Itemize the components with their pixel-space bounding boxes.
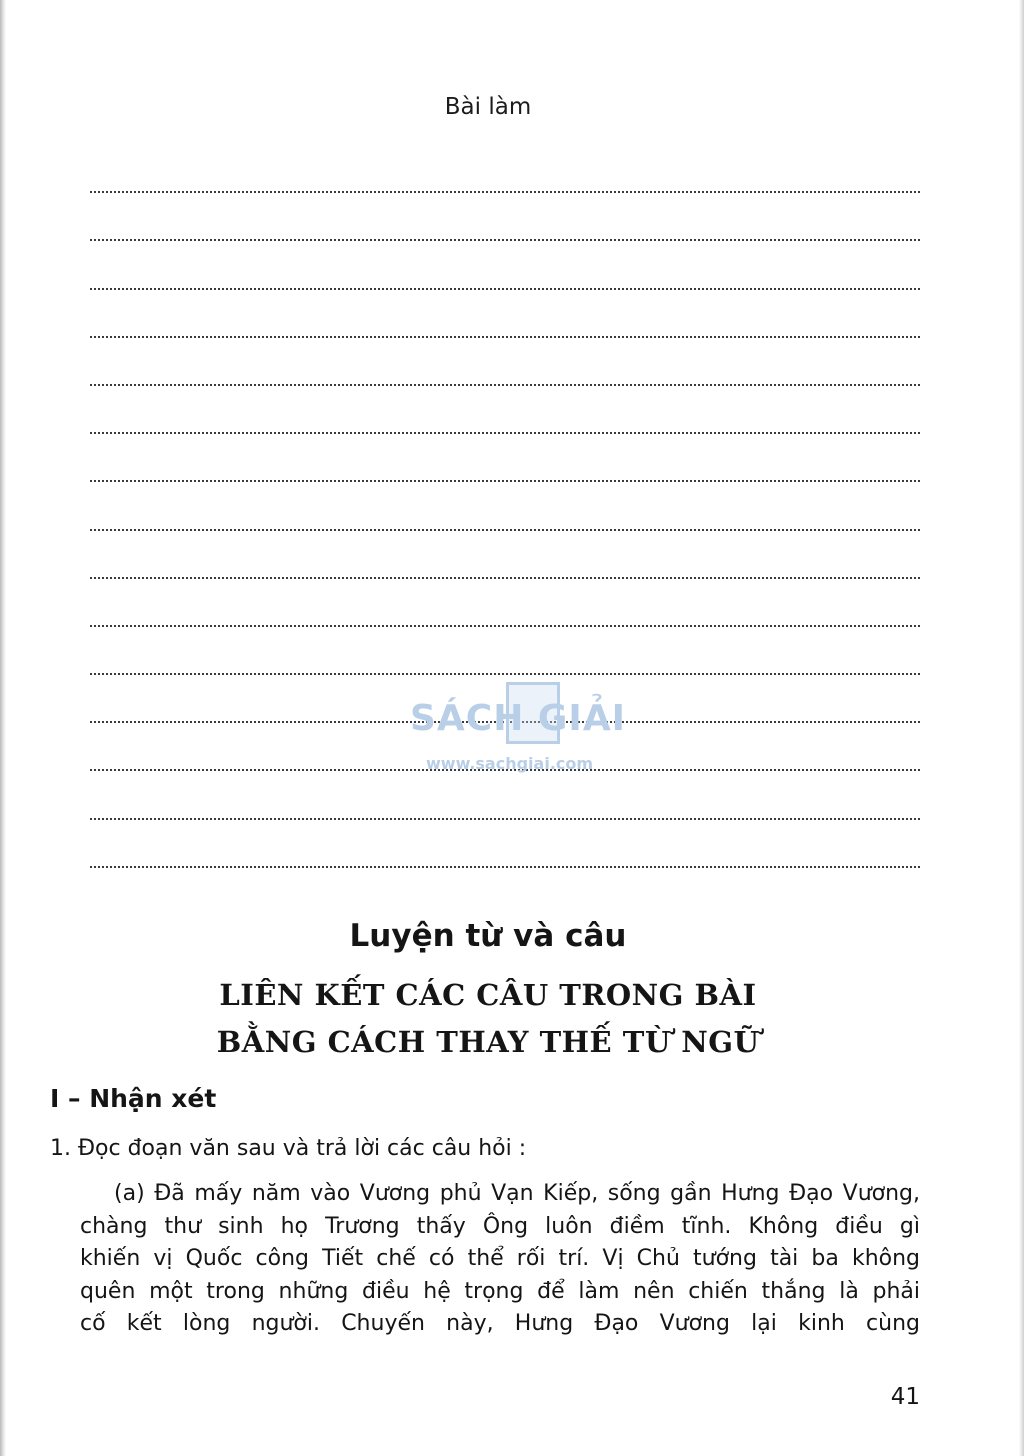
lesson-title-line-2: BẰNG CÁCH THAY THẾ TỪ NGỮ <box>216 1025 760 1059</box>
answer-line <box>90 203 920 251</box>
watermark-brand: SÁCH GIẢI <box>410 698 627 739</box>
passage-line: (a) Đã mấy năm vào Vương phủ Vạn Kiếp, sống gần Hưng Đạo Vương, <box>114 1181 920 1206</box>
page-number: 41 <box>890 1384 920 1410</box>
answer-line <box>90 444 920 492</box>
answer-line <box>90 155 920 203</box>
answer-line <box>90 589 920 637</box>
answer-line <box>90 830 920 878</box>
subsection-heading: I – Nhận xét <box>50 1084 217 1113</box>
answer-line <box>90 781 920 829</box>
answer-line <box>90 541 920 589</box>
answer-line <box>90 251 920 299</box>
passage-line: cố kết lòng người. Chuyến này, Hưng Đạo Vương lại kinh cùng <box>80 1311 920 1337</box>
answer-line <box>90 492 920 540</box>
reading-passage <box>80 1178 920 1341</box>
answer-line <box>90 348 920 396</box>
passage-line: khiến vị Quốc công Tiết chế có thể rối trí. Vị Chủ tướng tài ba không <box>80 1246 920 1272</box>
section-heading: Luyện từ và câu <box>349 918 627 954</box>
passage-line: chàng thư sinh họ Trương thấy Ông luôn điềm tĩnh. Không điều gì <box>80 1213 920 1239</box>
work-title: Bài làm <box>444 94 532 120</box>
answer-line <box>90 396 920 444</box>
lesson-title-line-1: LIÊN KẾT CÁC CÂU TRONG BÀI <box>219 978 757 1012</box>
question-text: 1. Đọc đoạn văn sau và trả lời các câu hỏi : <box>50 1136 527 1161</box>
passage-line: quên một trong những điều hệ trọng để làm nên chiến thắng là phải <box>80 1278 920 1304</box>
answer-line <box>90 300 920 348</box>
watermark-logo <box>410 680 627 780</box>
scan-edge-left <box>0 0 6 1456</box>
answer-line <box>90 637 920 685</box>
scan-edge-right <box>1019 0 1024 1456</box>
watermark-url: www.sachgiai.com <box>426 754 594 773</box>
